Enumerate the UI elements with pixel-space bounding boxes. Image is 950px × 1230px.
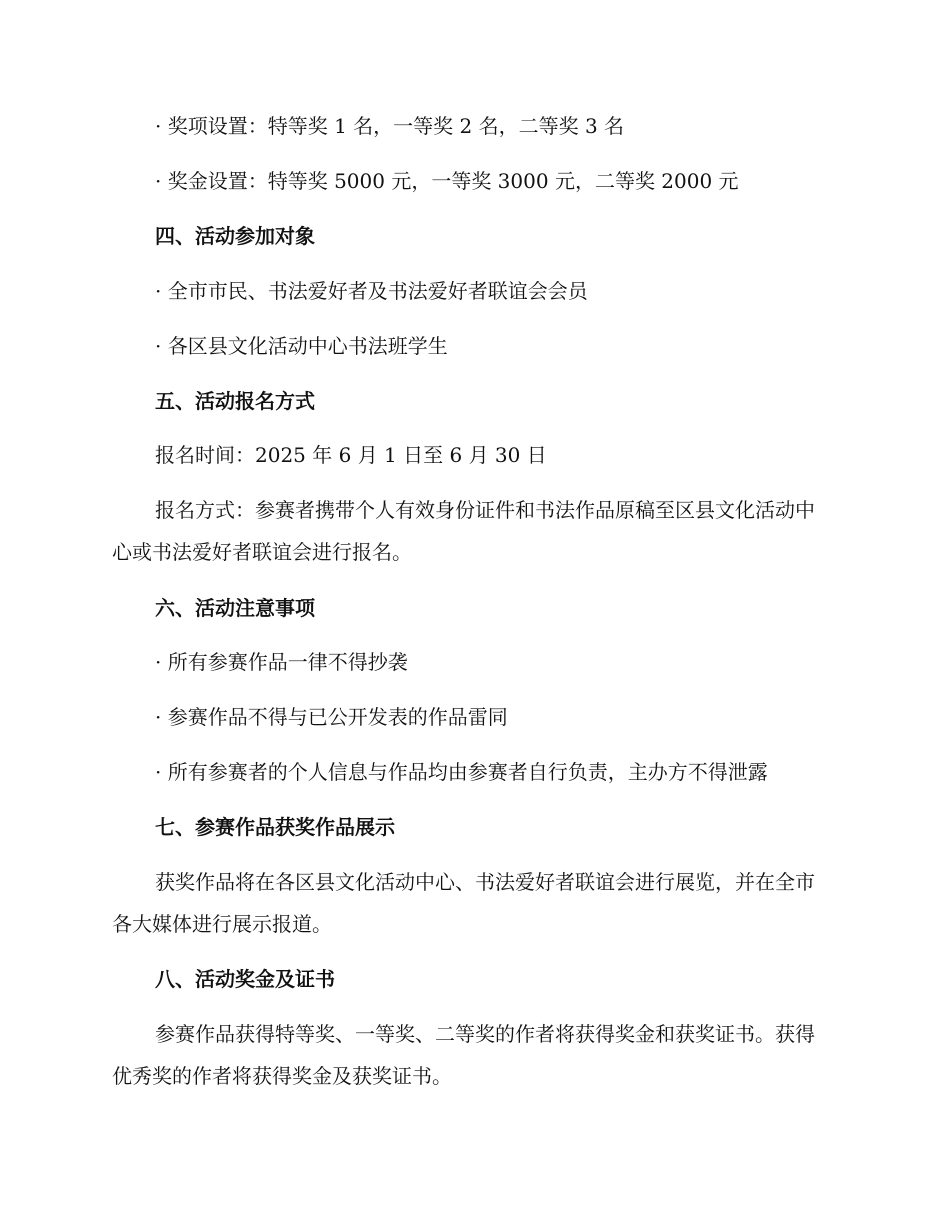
award-setting-item: · 奖项设置：特等奖 1 名，一等奖 2 名，二等奖 3 名 bbox=[155, 114, 625, 138]
note-item: · 所有参赛者的个人信息与作品均由参赛者自行负责，主办方不得泄露 bbox=[155, 760, 768, 784]
participant-item: · 各区县文化活动中心书法班学生 bbox=[155, 334, 448, 358]
registration-time: 报名时间：2025 年 6 月 1 日至 6 月 30 日 bbox=[155, 443, 547, 467]
section-heading-prizes: 八、活动奖金及证书 bbox=[155, 967, 335, 991]
exhibition-paragraph: 获奖作品将在各区县文化活动中心、书法爱好者联谊会进行展览，并在全市各大媒体进行展示报道。 bbox=[112, 870, 815, 936]
registration-method: 报名方式：参赛者携带个人有效身份证件和书法作品原稿至区县文化活动中心或书法爱好者联谊会进行报名。 bbox=[112, 498, 815, 564]
note-item: · 参赛作品不得与已公开发表的作品雷同 bbox=[155, 705, 508, 729]
section-heading-exhibition: 七、参赛作品获奖作品展示 bbox=[155, 815, 395, 839]
participant-item: · 全市市民、书法爱好者及书法爱好者联谊会会员 bbox=[155, 279, 588, 303]
section-heading-notes: 六、活动注意事项 bbox=[155, 596, 315, 620]
prize-money-item: · 奖金设置：特等奖 5000 元，一等奖 3000 元，二等奖 2000 元 bbox=[155, 169, 739, 193]
prizes-paragraph: 参赛作品获得特等奖、一等奖、二等奖的作者将获得奖金和获奖证书。获得优秀奖的作者将获得奖金及获奖证书。 bbox=[112, 1022, 815, 1088]
section-heading-participants: 四、活动参加对象 bbox=[155, 224, 315, 248]
note-item: · 所有参赛作品一律不得抄袭 bbox=[155, 650, 408, 674]
section-heading-registration: 五、活动报名方式 bbox=[155, 389, 315, 413]
